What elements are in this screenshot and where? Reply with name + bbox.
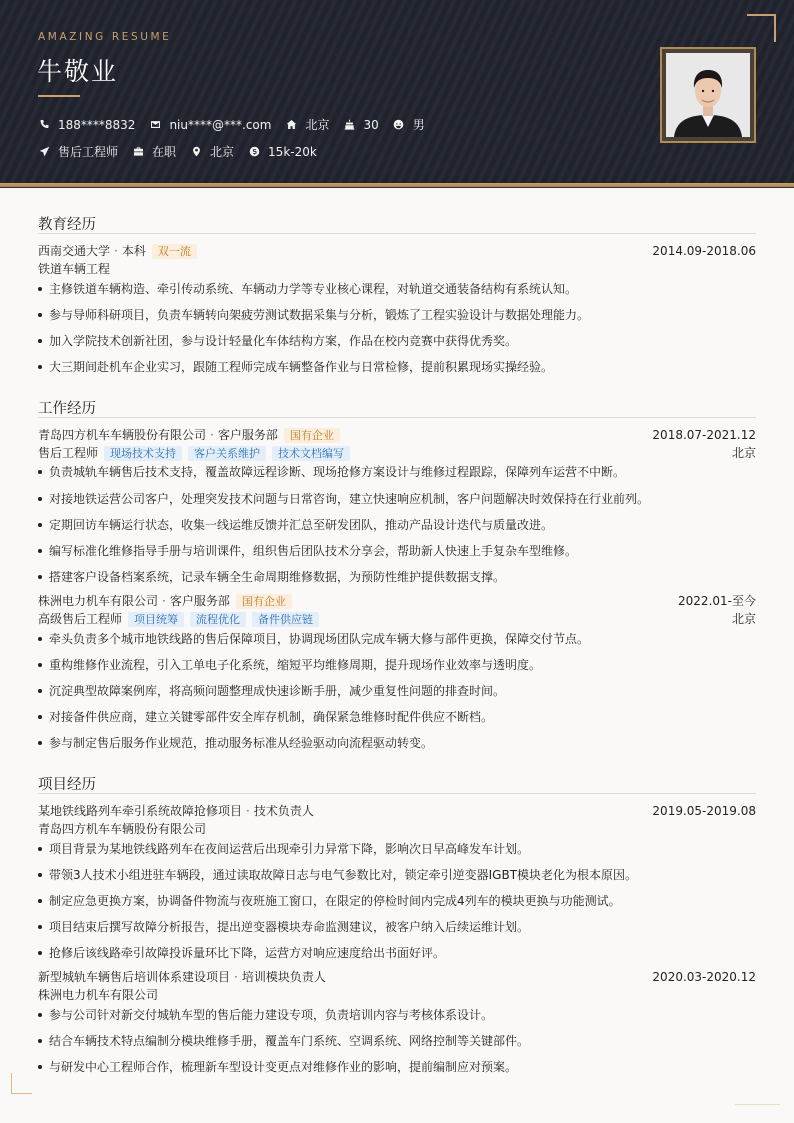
skill-tag: 客户关系维护 — [188, 446, 266, 461]
project-company-row — [38, 821, 756, 837]
corner-ornament-top-right — [747, 14, 776, 42]
project-period: 2020.03-2020.12 — [652, 970, 756, 984]
salary-text: 15k-20k — [268, 144, 317, 159]
company-name: 株洲电力机车有限公司 — [38, 594, 159, 608]
project-header-row — [38, 969, 756, 985]
job-bullet: 对接备件供应商，建立关键零部件安全库存机制，确保紧急维修时配件供应不断档。 — [38, 709, 756, 725]
major: 铁道车辆工程 — [38, 262, 111, 276]
job-position-row — [38, 611, 756, 627]
position-text: 售后工程师 — [58, 145, 119, 159]
profile-photo-frame — [660, 47, 756, 143]
name-underline — [38, 95, 80, 97]
contact-gender — [393, 116, 425, 133]
education-major-row — [38, 261, 756, 277]
job-city: 北京 — [731, 612, 756, 626]
project-bullet: 项目背景为某地铁线路列车在夜间运营后出现牵引力异常下降，影响次日早高峰发车计划。 — [38, 841, 756, 857]
job-position-row — [38, 445, 756, 461]
job-header-row — [38, 593, 756, 609]
intent-city-text: 北京 — [210, 145, 235, 159]
job-bullet: 参与制定售后服务作业规范，推动服务标准从经验驱动向流程驱动转变。 — [38, 735, 756, 751]
degree: 本科 — [121, 244, 146, 258]
send-icon — [38, 146, 50, 158]
salary-icon — [248, 146, 260, 158]
contact-age — [343, 118, 378, 132]
project-bullet: 与研发中心工程师合作，梳理新车型设计变更点对维修作业的影响，提前编制应对预案。 — [38, 1059, 756, 1075]
job-bullet: 定期回访车辆运行状态，收集一线运维反馈并汇总至研发团队，推动产品设计迭代与质量改进。 — [38, 517, 756, 533]
project-bullet: 抢修后该线路牵引故障投诉量环比下降，运营方对响应速度给出书面好评。 — [38, 945, 756, 961]
home-icon — [285, 119, 297, 131]
project-company: 株洲电力机车有限公司 — [38, 988, 159, 1002]
work-section-rule — [38, 417, 756, 418]
intent-position — [38, 143, 118, 160]
school-name: 西南交通大学 — [38, 244, 111, 258]
project-name: 新型城轨车辆售后培训体系建设项目 — [38, 970, 231, 984]
education-bullet: 参与导师科研项目，负责车辆转向架疲劳测试数据采集与分析，锻炼了工程实验设计与数据处理能力。 — [38, 307, 756, 323]
city-text: 北京 — [305, 118, 330, 132]
project-bullet: 参与公司针对新交付城轨车型的售后能力建设专项，负责培训内容与考核体系设计。 — [38, 1007, 756, 1023]
job-period: 2022.01-至今 — [678, 594, 756, 608]
gender-text: 男 — [412, 118, 425, 132]
separator-dot: · — [114, 244, 118, 258]
projects-section-title: 项目经历 — [38, 777, 96, 793]
skill-tag: 技术文档编写 — [272, 446, 350, 461]
contact-row — [38, 116, 439, 133]
project-role: 技术负责人 — [253, 804, 314, 818]
company-tag: 国有企业 — [236, 594, 292, 609]
separator-dot: · — [210, 428, 214, 442]
job-intent-row — [38, 143, 331, 160]
job-bullet: 牵头负责多个城市地铁线路的售后保障项目，协调现场团队完成车辆大修与部件更换，保障交付节点。 — [38, 631, 756, 647]
corner-ornament-bottom-right — [735, 1104, 780, 1105]
job-bullet: 编写标准化维修指导手册与培训课件，组织售后团队技术分享会，帮助新人快速上手复杂车型维修。 — [38, 543, 756, 559]
project-name: 某地铁线路列车牵引系统故障抢修项目 — [38, 804, 243, 818]
age-text: 30 — [363, 117, 379, 132]
intent-salary — [248, 145, 317, 159]
project-company: 青岛四方机车车辆股份有限公司 — [38, 822, 207, 836]
position: 售后工程师 — [38, 446, 99, 460]
location-pin-icon — [190, 146, 202, 158]
corner-ornament-bottom-left — [11, 1073, 32, 1094]
projects-section-rule — [38, 793, 756, 794]
separator-dot: · — [234, 970, 238, 984]
skill-tag: 项目统筹 — [128, 612, 184, 627]
company-tag: 国有企业 — [284, 428, 340, 443]
job-header-row — [38, 427, 756, 443]
work-section-title: 工作经历 — [38, 401, 96, 417]
education-bullet: 加入学院技术创新社团，参与设计轻量化车体结构方案，作品在校内竞赛中获得优秀奖。 — [38, 333, 756, 349]
candidate-name: 牛敬业 — [37, 57, 119, 86]
header-dark-line — [0, 187, 794, 188]
separator-dot: · — [246, 804, 250, 818]
job-bullet: 对接地铁运营公司客户，处理突发技术问题与日常咨询，建立快速响应机制，客户问题解决时效保持在行业前列。 — [38, 491, 756, 507]
project-company-row — [38, 987, 756, 1003]
department: 客户服务部 — [217, 428, 278, 442]
skill-tag: 流程优化 — [190, 612, 246, 627]
intent-city — [190, 143, 234, 160]
job-bullet: 沉淀典型故障案例库，将高频问题整理成快速诊断手册，减少重复性问题的排查时间。 — [38, 683, 756, 699]
project-bullet: 结合车辆技术特点编制分模块维修手册，覆盖车门系统、空调系统、网络控制等关键部件。 — [38, 1033, 756, 1049]
company-name: 青岛四方机车车辆股份有限公司 — [38, 428, 207, 442]
phone-text: 188****8832 — [58, 117, 136, 132]
education-section-rule — [38, 233, 756, 234]
education-header-row — [38, 243, 756, 259]
project-period: 2019.05-2019.08 — [652, 804, 756, 818]
skill-tag: 备件供应链 — [252, 612, 319, 627]
skill-tag: 现场技术支持 — [104, 446, 182, 461]
job-bullet: 搭建客户设备档案系统，记录车辆全生命周期维修数据，为预防性维护提供数据支撑。 — [38, 569, 756, 585]
contact-email — [149, 118, 271, 132]
separator-dot: · — [162, 594, 166, 608]
project-header-row — [38, 803, 756, 819]
project-bullet: 制定应急更换方案，协调备件物流与夜班施工窗口，在限定的停检时间内完成4列车的模块更换与功能测试。 — [38, 893, 756, 909]
phone-icon — [38, 119, 50, 131]
job-bullet: 重构维修作业流程，引入工单电子化系统，缩短平均维修周期，提升现场作业效率与透明度。 — [38, 657, 756, 673]
job-period: 2018.07-2021.12 — [652, 428, 756, 442]
brand-label: AMAZING RESUME — [38, 31, 172, 43]
job-bullet: 负责城轨车辆售后技术支持，覆盖故障远程诊断、现场抢修方案设计与维修过程跟踪，保障列车运营不中断。 — [38, 464, 756, 480]
project-role: 培训模块负责人 — [241, 970, 326, 984]
cake-icon — [343, 119, 355, 131]
position: 高级售后工程师 — [38, 612, 123, 626]
project-bullet: 项目结束后撰写故障分析报告，提出逆变器模块寿命监测建议，被客户纳入后续运维计划。 — [38, 919, 756, 935]
contact-phone — [38, 118, 135, 132]
education-bullet: 主修铁道车辆构造、牵引传动系统、车辆动力学等专业核心课程，对轨道交通装备结构有系统认知。 — [38, 281, 756, 297]
profile-photo — [666, 53, 750, 137]
briefcase-icon — [132, 146, 144, 158]
school-tag: 双一流 — [152, 244, 197, 259]
project-bullet: 带领3人技术小组进驻车辆段，通过读取故障日志与电气参数比对，锁定牵引逆变器IGBT模块老化为根本原因。 — [38, 867, 756, 883]
education-section-title: 教育经历 — [38, 217, 96, 233]
intent-status — [132, 143, 176, 160]
email-text: niu****@***.com — [169, 117, 272, 132]
gender-icon — [393, 119, 405, 131]
department: 客户服务部 — [169, 594, 230, 608]
contact-city — [285, 116, 329, 133]
education-bullet: 大三期间赴机车企业实习，跟随工程师完成车辆整备作业与日常检修，提前积累现场实操经验。 — [38, 359, 756, 375]
status-text: 在职 — [152, 145, 177, 159]
mail-icon — [149, 119, 161, 131]
education-period: 2014.09-2018.06 — [652, 244, 756, 258]
job-city: 北京 — [731, 446, 756, 460]
